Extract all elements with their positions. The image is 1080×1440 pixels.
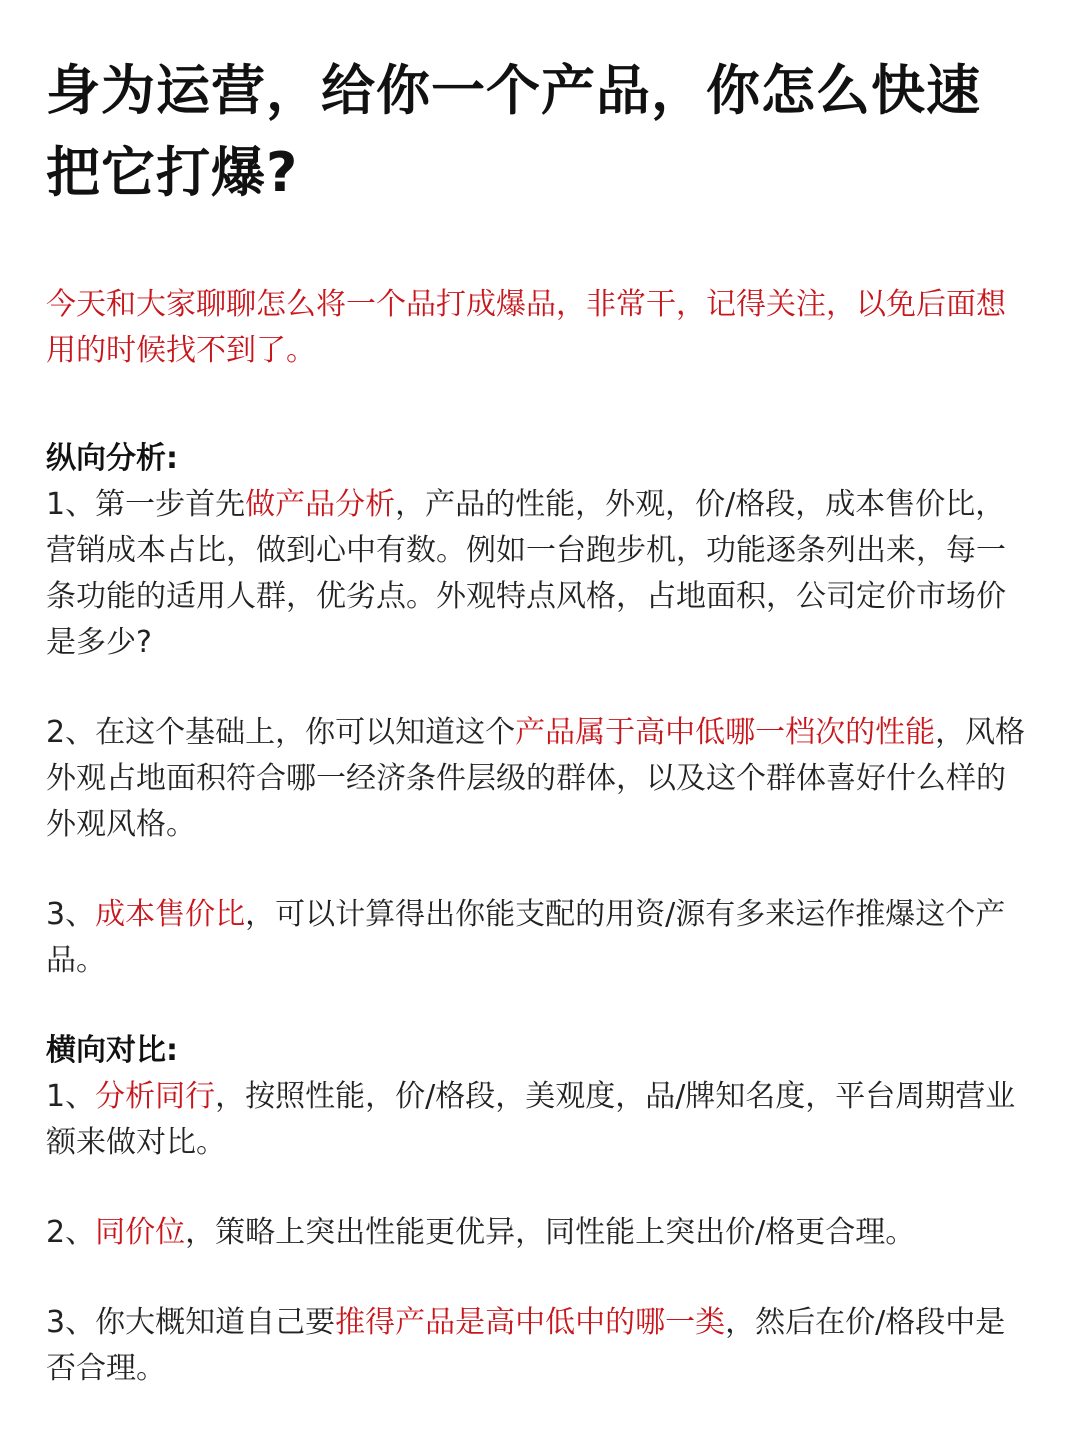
vertical-item-2-suffix: ，风格外观占地面积符合哪一经济条件层级的群体，以及这个群体喜好什么样的外观风格。 (46, 715, 1026, 842)
vertical-item-3-highlight: 成本售价比 (95, 897, 246, 932)
horizontal-item-2-highlight: 同价位 (95, 1215, 186, 1250)
horizontal-item-1 (46, 1074, 1030, 1166)
vertical-item-3-prefix: 3、 (46, 897, 96, 932)
horizontal-item-3-prefix: 3、你大概知道自己要 (46, 1305, 336, 1340)
horizontal-item-1-suffix: ，按照性能，价/格段，美观度，品/牌知名度，平台周期营业额来做对比。 (46, 1079, 1016, 1160)
intro-text: 今天和大家聊聊怎么将一个品打成爆品，非常干，记得关注，以免后面想用的时候找不到了。 (46, 287, 1006, 368)
vertical-item-1 (46, 482, 1030, 666)
vertical-analysis-heading: 纵向分析: (46, 441, 178, 476)
vertical-item-2-highlight: 产品属于高中低哪一档次的性能 (515, 715, 936, 750)
horizontal-item-3-highlight: 推得产品是高中低中的哪一类 (335, 1305, 726, 1340)
horizontal-item-2-prefix: 2、 (46, 1215, 96, 1250)
vertical-item-2 (46, 710, 1030, 848)
horizontal-item-1-prefix: 1、 (46, 1079, 96, 1114)
vertical-item-1-highlight: 做产品分析 (245, 487, 396, 522)
horizontal-item-3 (46, 1300, 1030, 1392)
horizontal-item-1-highlight: 分析同行 (95, 1079, 216, 1114)
vertical-item-2-prefix: 2、在这个基础上，你可以知道这个 (46, 715, 516, 750)
vertical-item-3-suffix: ，可以计算得出你能支配的用资/源有多来运作推爆这个产品。 (46, 897, 1006, 978)
page-title: 身为运营，给你一个产品，你怎么快速把它打爆? (46, 59, 981, 204)
vertical-item-1-suffix: ，产品的性能，外观，价/格段，成本售价比，营销成本占比，做到心中有数。例如一台跑步机，功能逐条列出来，每一条功能的适用人群，优劣点。外观特点风格，占地面积，公司定价市场价是多少? (46, 487, 1006, 660)
horizontal-comparison-heading: 横向对比: (46, 1033, 178, 1068)
vertical-item-1-prefix: 1、第一步首先 (46, 487, 246, 522)
horizontal-item-2 (46, 1210, 1030, 1256)
vertical-item-3 (46, 892, 1030, 984)
horizontal-item-3-suffix: ，然后在价/格段中是否合理。 (46, 1305, 1006, 1386)
horizontal-item-2-suffix: ，策略上突出性能更优异，同性能上突出价/格更合理。 (185, 1215, 916, 1250)
